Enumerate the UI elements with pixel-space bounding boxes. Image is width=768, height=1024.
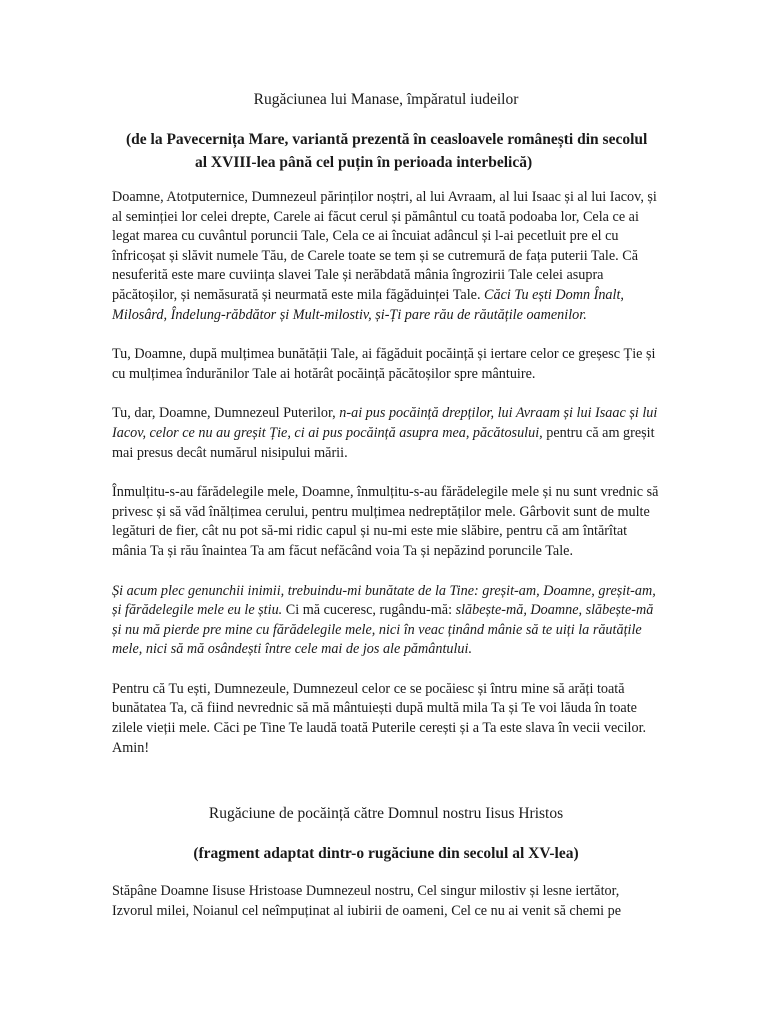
paragraph-3 — [112, 404, 660, 463]
paragraph-3-italic: n-ai pus pocăință drepților, lui Avraam și lui Isaac și lui Iacov, celor ce nu au greșit Ție, ci ai pus pocăință asupra mea, păcătosului, — [112, 405, 658, 441]
section1-title: Rugăciunea lui Manase, împăratul iudeilor — [253, 91, 519, 108]
section2-paragraph-1: Stăpâne Doamne Iisuse Hristoase Dumnezeul nostru, Cel singur milostiv și lesne iertător, Izvorul milei, Noianul cel neîmpuținat al iubirii de oameni, Cel ce nu ai venit să chemi pe — [112, 883, 622, 919]
paragraph-6: Pentru că Tu ești, Dumnezeule, Dumnezeul celor ce se pocăiesc și întru mine să arăți toată bunătatea Ta, că fiind nevrednic să mă mântuiești după multă mila Ta și Te voi lăuda în toate zilele vieții mele. Căci pe Tine Te laudă toată Puterile cerești și a Ta este slava în vecii vecilor. Amin! — [112, 680, 647, 756]
paragraph-5-italic-a: Și acum plec genunchii inimii, trebuindu-mi bunătate de la Tine: greșit-am, Doamne, greșit-am, și fărădelegile mele eu le știu. — [112, 582, 656, 619]
paragraph-2: Tu, Doamne, după mulțimea bunătății Tale, ai făgăduit pocăință și iertare celor ce greșesc Ție și cu mulțimea îndurănilor Tale ai hotărât pocăință păcătoșilor spre mântuire. — [112, 346, 656, 382]
paragraph-1 — [112, 188, 660, 325]
section2-subtitle: (fragment adaptat dintr-o rugăciune din secolul al XV-lea) — [193, 845, 579, 863]
paragraph-1-italic: Căci Tu ești Domn Înalt, Milosârd, Îndelung-răbdător și Mult-milostiv, și-Ți pare rău de răutățile oamenilor. — [112, 286, 624, 323]
paragraph-5-italic-b: slăbește-mă, Doamne, slăbește-mă și nu mă pierde pre mine cu fărădelegile mele, nici în veac ținând mânie să te uiți la răutățile mele, nici să mă osândești între cele mai de jos ale pământului. — [112, 602, 654, 658]
paragraph-3-text-a: Tu, dar, Doamne, Dumnezeul Puterilor, — [112, 405, 340, 422]
section2-title: Rugăciune de pocăință către Domnul nostru Iisus Hristos — [208, 805, 564, 823]
section1-subtitle: (de la Pavecernița Mare, variantă prezentă în ceasloavele românești din secolul al XVIII-lea până cel puțin în perioada interbelică) — [126, 131, 648, 171]
paragraph-4: Înmulțitu-s-au fărădelegile mele, Doamne, înmulțitu-s-au fărădelegile mele și nu sunt vrednic să privesc și să văd înălțimea cerului, pentru mulțimea nedreptăților mele. Gârbovit sunt de multe legături de fier, cât nu pot să-mi ridic capul și nu-mi este mie slăbire, pentru că am întărîtat mânia Ta și rău înaintea Ta am făcut nefăcând voia Ta și nepăzind poruncile Tale. — [112, 484, 659, 559]
paragraph-5 — [112, 582, 660, 660]
paragraph-5-text: Ci mă cuceresc, rugându-mă: — [282, 602, 456, 619]
document-content — [112, 90, 660, 941]
paragraph-3-text-b: pentru că am greșit mai presus decât numărul nisipului mării. — [112, 424, 655, 461]
paragraph-1-text: Doamne, Atotputernice, Dumnezeul părinților noștri, al lui Avraam, al lui Isaac și al lui Iacov, și al seminției lor celei drepte, Carele ai făcut cerul și pământul cu toată podoaba lor, Cela ce ai legat marea cu cuvântul poruncii Tale, Cela ce ai încuiat adâncul și l-ai pecetluit pre el cu înfricoșat și slăvit numele Tău, de Carele toate se tem și se cutremură de fața puterii Tale. Că nesuferită este mare cuviința slavei Tale și nerăbdată mânia îngrozirii Tale celei asupra păcătoșilor, și nemăsurată și neurmată este mila făgăduinței Tale. — [112, 189, 657, 303]
